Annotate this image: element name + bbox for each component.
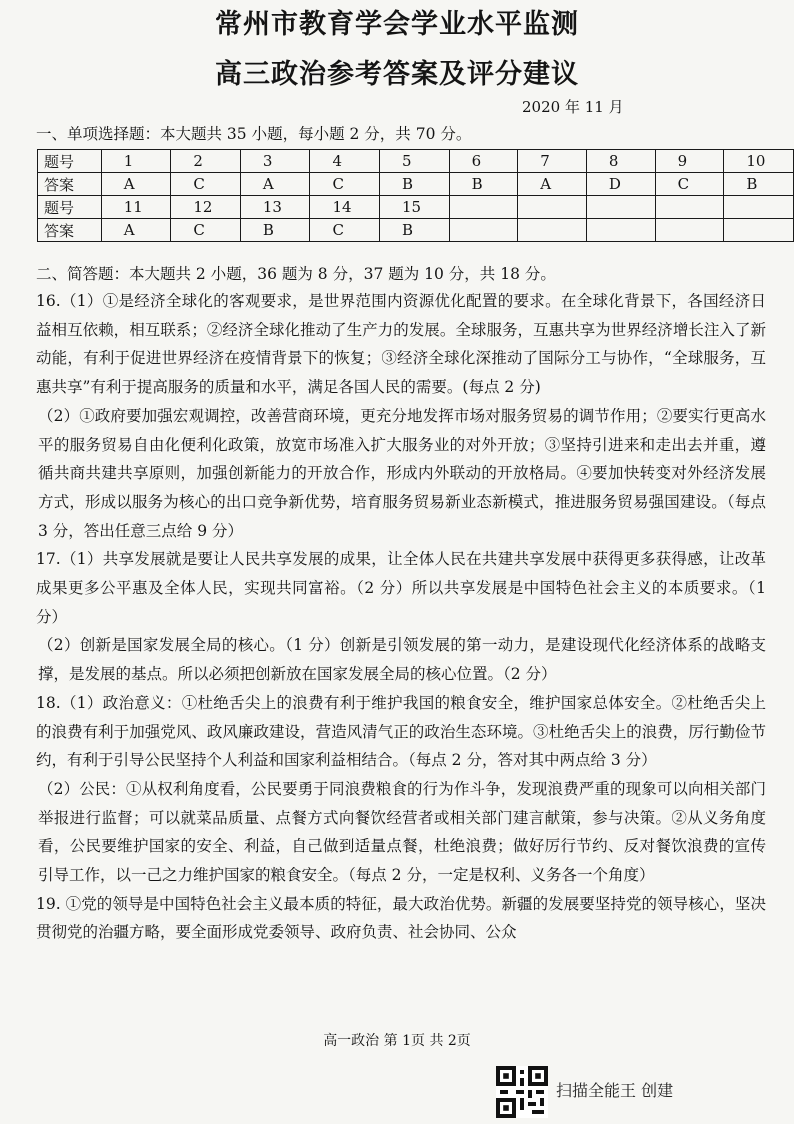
question-number-cell: [449, 196, 518, 219]
question-number-cell: 13: [240, 196, 310, 219]
answer-cell: B: [449, 173, 518, 196]
qr-code-icon: [496, 1066, 548, 1118]
question-number-cell: 6: [449, 150, 518, 173]
answer-cell: A: [101, 173, 171, 196]
question-number-cell: [655, 196, 724, 219]
answer-cell: [586, 219, 655, 242]
answer-table-question-row: [38, 196, 794, 219]
answer-cell: C: [310, 173, 380, 196]
answer-cell: [724, 219, 794, 242]
answer-cell: [655, 219, 724, 242]
question-number-cell: 12: [171, 196, 241, 219]
row-label-question: 题号: [38, 196, 102, 219]
paragraph-18-1: 18.（1）政治意义：①杜绝舌尖上的浪费有利于维护我国的粮食安全，维护国家总体安全。②杜绝舌尖上的浪费有利于加强党风、政风廉政建设，营造风清气正的政治生态环境。③杜绝舌尖上的浪费，厉行勤俭节约，有利于引导公民坚持个人利益和国家利益相结合。（每点 2 分，答对其中两点给 3 分）: [36, 693, 766, 770]
question-number-cell: [518, 196, 587, 219]
paragraph-17-1: 17.（1）共享发展就是要让人民共享发展的成果，让全体人民在共建共享发展中获得更多获得感，让改革成果更多公平惠及全体人民，实现共同富裕。（2 分）所以共享发展是中国特色社会主义的本质要求。（1 分）: [36, 550, 766, 626]
question-number-cell: 3: [240, 150, 310, 173]
question-number-cell: 14: [310, 196, 380, 219]
paragraph-18-2: （2）公民：①从权利角度看，公民要勇于同浪费粮食的行为作斗争，发现浪费严重的现象可以向相关部门举报进行监督；可以就菜品质量、点餐方式向餐饮经营者或相关部门建言献策，参与决策。②从义务角度看，公民要维护国家的安全、利益，自己做到适量点餐，杜绝浪费；做好厉行节约、反对餐饮浪费的宣传引导工作，以一己之力维护国家的粮食安全。（每点 2 分，一定是权利、义务各一个角度）: [38, 779, 766, 885]
answer-cell: A: [240, 173, 310, 196]
answer-cell: C: [310, 219, 380, 242]
section1-heading: 一、单项选择题：本大题共 35 小题，每小题 2 分，共 70 分。: [36, 125, 472, 143]
question-number-cell: 15: [380, 196, 450, 219]
document-date: 2020 年 11 月: [522, 98, 624, 116]
question-number-cell: 2: [171, 150, 241, 173]
answer-cell: C: [171, 173, 241, 196]
paragraph-16-2: （2）①政府要加强宏观调控，改善营商环境，更充分地发挥市场对服务贸易的调节作用；②要实行更高水平的服务贸易自由化便利化政策，放宽市场准入扩大服务业的对外开放；③坚持引进来和走出去并重，遵循共商共建共享原则，加强创新能力的开放合作，形成内外联动的开放格局。④要加快转变对外经济发展方式，形成以服务为核心的出口竞争新优势，培育服务贸易新业态新模式，推进服务贸易强国建设。（每点 3 分，答出任意三点给 9 分）: [38, 406, 766, 540]
question-number-cell: 4: [310, 150, 380, 173]
answer-cell: [518, 219, 587, 242]
paragraph-16-1: 16.（1）①是经济全球化的客观要求，是世界范围内资源优化配置的要求。在全球化背景下，各国经济日益相互依赖，相互联系；②经济全球化推动了生产力的发展。全球服务，互惠共享为世界经济增长注入了新动能，有利于促进世界经济在疫情背景下的恢复；③经济全球化深推动了国际分工与协作，“全球服务，互惠共享”有利于提高服务的质量和水平，满足各国人民的需要。(每点 2 分): [36, 292, 766, 397]
answer-table-answer-row: [38, 173, 794, 196]
paragraph-19: 19. ①党的领导是中国特色社会主义最本质的特征，最大政治优势。新疆的发展要坚持党的领导核心，坚决贯彻党的治疆方略，要全面形成党委领导、政府负责、社会协同、公众: [36, 894, 766, 942]
row-label-answer: 答案: [38, 173, 102, 196]
page-footer: 高一政治 第 1页 共 2页: [323, 1033, 471, 1049]
section2-heading: 二、简答题：本大题共 2 小题，36 题为 8 分，37 题为 10 分，共 18 分。: [36, 265, 556, 283]
question-number-cell: 11: [101, 196, 171, 219]
question-number-cell: 10: [724, 150, 794, 173]
answer-cell: B: [380, 173, 450, 196]
row-label-answer: 答案: [38, 219, 102, 242]
question-number-cell: 8: [586, 150, 655, 173]
answer-table-answer-row: [38, 219, 794, 242]
answer-cell: A: [518, 173, 587, 196]
paragraph-17-2: （2）创新是国家发展全局的核心。（1 分）创新是引领发展的第一动力，是建设现代化经济体系的战略支撑，是发展的基点。所以必须把创新放在国家发展全局的核心位置。（2 分）: [38, 636, 766, 684]
answer-cell: D: [586, 173, 655, 196]
answer-cell: B: [724, 173, 794, 196]
answer-table-question-row: [38, 150, 794, 173]
question-number-cell: 7: [518, 150, 587, 173]
answer-body: [36, 287, 766, 947]
scanner-watermark: 扫描全能王 创建: [556, 1081, 674, 1100]
question-number-cell: 9: [655, 150, 724, 173]
question-number-cell: [724, 196, 794, 219]
answer-cell: A: [101, 219, 171, 242]
answer-cell: [449, 219, 518, 242]
row-label-question: 题号: [38, 150, 102, 173]
document-subtitle: 高三政治参考答案及评分建议: [215, 59, 579, 90]
answer-cell: B: [380, 219, 450, 242]
question-number-cell: [586, 196, 655, 219]
answer-cell: C: [655, 173, 724, 196]
document-title: 常州市教育学会学业水平监测: [215, 9, 579, 40]
question-number-cell: 5: [380, 150, 450, 173]
answer-cell: B: [240, 219, 310, 242]
question-number-cell: 1: [101, 150, 171, 173]
answer-cell: C: [171, 219, 241, 242]
answer-table: [37, 149, 794, 242]
